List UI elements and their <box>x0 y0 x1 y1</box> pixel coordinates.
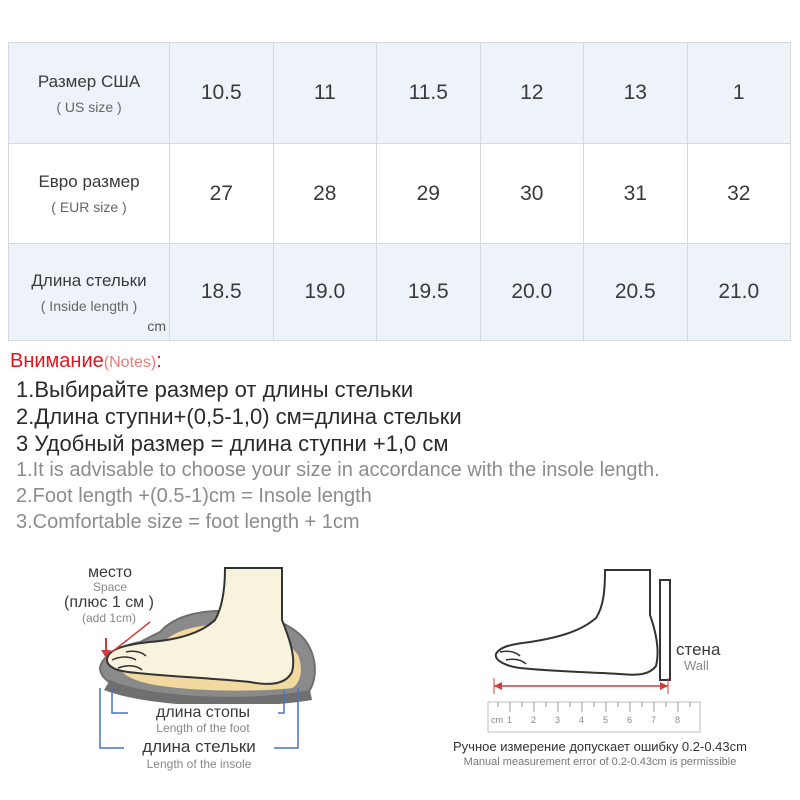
ruler-unit-label: cm <box>491 715 503 725</box>
cell-value: 12 <box>520 81 544 104</box>
table-cell <box>480 244 584 341</box>
wall-measure-arrow-right <box>660 682 668 690</box>
ruler-tick-label: 6 <box>627 715 633 725</box>
row-label: Длина стельки <box>31 270 147 290</box>
cell-value: 31 <box>623 181 647 205</box>
row-header-us-size <box>9 43 170 144</box>
row-sublabel: ( EUR size ) <box>51 199 127 215</box>
table-cell <box>377 244 481 341</box>
space-label-group <box>70 564 150 593</box>
space-label-ru: место <box>88 564 132 581</box>
notes-title-colon: : <box>156 350 162 372</box>
cell-value: 20.0 <box>511 280 553 303</box>
cell-value: 11.5 <box>408 81 448 104</box>
wall-label-en: Wall <box>684 658 709 673</box>
table-cell <box>584 244 688 341</box>
wall-foot-illustration <box>488 570 700 732</box>
wall-foot-shape <box>496 570 658 675</box>
cell-value: 19.0 <box>304 280 346 303</box>
measurement-error-group <box>420 738 780 769</box>
cell-value: 18.5 <box>200 280 242 303</box>
table-row-us-size <box>9 43 791 144</box>
ruler-tick-label: 2 <box>531 715 537 725</box>
note-en-3: 3.Comfortable size = foot length + 1cm <box>16 511 360 533</box>
cell-value: 19.5 <box>407 280 449 303</box>
notes-title-ru: Внимание <box>10 350 104 372</box>
table-cell <box>273 244 377 341</box>
measurement-error-ru: Ручное измерение допускает ошибку 0.2-0.43cm <box>453 739 747 754</box>
ruler-tick-label: 5 <box>603 715 609 725</box>
note-ru-3: 3 Удобный размер = длина ступни +1,0 см <box>16 431 449 456</box>
table-cell <box>170 144 274 244</box>
foot-length-label-ru: длина стопы <box>156 704 250 721</box>
cell-value: 30 <box>520 181 544 205</box>
plus-label-group <box>44 594 174 624</box>
table-cell <box>377 43 481 144</box>
cell-value: 1 <box>732 81 745 104</box>
table-cell <box>170 43 274 144</box>
size-table <box>8 42 791 341</box>
table-row-eur-size <box>9 144 791 244</box>
notes-title <box>10 348 795 376</box>
ruler-tick-label: 1 <box>507 715 513 725</box>
table-cell <box>584 144 688 244</box>
cell-value: 21.0 <box>718 280 760 303</box>
cell-value: 20.5 <box>614 280 656 303</box>
insole-length-label-group <box>124 737 274 771</box>
table-cell <box>584 43 688 144</box>
row-label: Размер США <box>37 71 141 91</box>
note-en-2: 2.Foot length +(0.5-1)cm = Insole length <box>16 485 372 507</box>
row-header-inside-length <box>9 244 170 341</box>
row-label: Евро размер <box>38 172 140 191</box>
table-cell <box>480 144 584 244</box>
space-label-en: Space <box>92 580 128 594</box>
table-cell <box>273 43 377 144</box>
cell-value: 28 <box>313 181 337 205</box>
cell-value: 29 <box>416 181 440 205</box>
ruler-tick-label: 4 <box>579 715 585 725</box>
table-cell <box>687 43 791 144</box>
cell-value: 13 <box>623 81 647 104</box>
wall <box>660 580 670 680</box>
table-cell <box>273 144 377 244</box>
note-en-1: 1.It is advisable to choose your size in accordance with the insole length. <box>16 459 660 481</box>
wall-label-group <box>676 640 732 673</box>
cell-value: 10.5 <box>200 81 242 104</box>
measurement-illustrations <box>0 560 800 800</box>
table-cell <box>687 144 791 244</box>
table-row-inside-length <box>9 244 791 341</box>
cell-value: 27 <box>209 181 233 205</box>
measurement-error-en: Manual measurement error of 0.2-0.43cm is permissible <box>463 756 737 768</box>
table-cell <box>170 244 274 341</box>
foot-length-label-group <box>128 704 278 735</box>
cell-value: 11 <box>313 81 336 104</box>
cell-value: 32 <box>727 181 751 205</box>
insole-length-label-en: Length of the insole <box>146 757 252 771</box>
ruler-tick-label: 7 <box>651 715 657 725</box>
note-ru-2: 2.Длина ступни+(0,5-1,0) см=длина стельки <box>16 404 462 429</box>
plus-label-ru: (плюс 1 см ) <box>64 594 154 611</box>
insole-length-label-ru: длина стельки <box>142 737 256 756</box>
wall-measure-arrow-left <box>494 682 502 690</box>
ruler-tick-label: 3 <box>555 715 561 725</box>
notes-section <box>10 348 795 535</box>
table-cell <box>480 43 584 144</box>
wall-label-ru: стена <box>676 640 721 659</box>
table-cell <box>377 144 481 244</box>
row-sublabel: ( US size ) <box>56 98 122 115</box>
plus-label-en: (add 1cm) <box>81 611 137 625</box>
notes-title-en: (Notes) <box>103 354 157 371</box>
row-sublabel: ( Inside length ) <box>40 297 138 314</box>
unit-label: cm <box>147 318 166 334</box>
ruler-tick-label: 8 <box>675 715 681 725</box>
row-header-eur-size <box>9 144 170 244</box>
note-ru-1: 1.Выбирайте размер от длины стельки <box>16 377 414 402</box>
table-cell <box>687 244 791 341</box>
foot-length-label-en: Length of the foot <box>156 721 250 735</box>
